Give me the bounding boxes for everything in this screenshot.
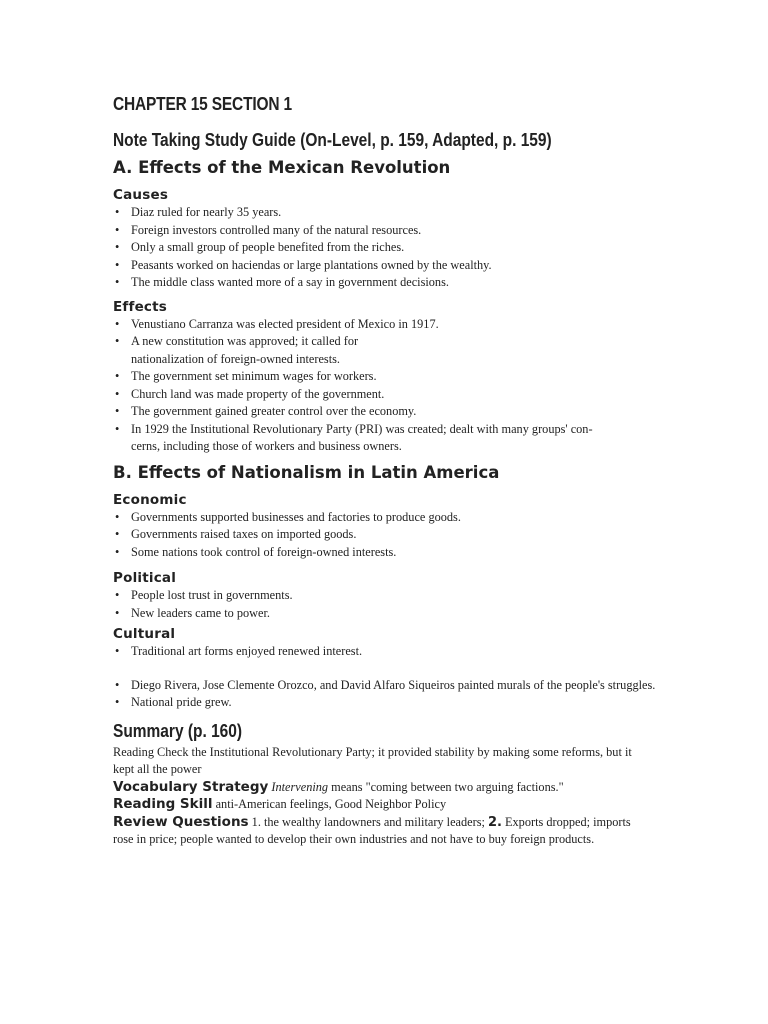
- list-item: • Diaz ruled for nearly 35 years.: [113, 204, 673, 222]
- section-b-title: B. Effects of Nationalism in Latin America: [113, 462, 500, 482]
- summary-heading: Summary (p. 160): [113, 720, 243, 741]
- vocabulary-label: Vocabulary Strategy: [113, 778, 269, 795]
- page-content: [113, 93, 673, 849]
- list-item-line: nationalization of foreign-owned interests.: [131, 351, 340, 366]
- review-number-2: 2.: [487, 814, 502, 830]
- list-item: • The government set minimum wages for workers.: [113, 368, 673, 386]
- list-item: • Governments supported businesses and factories to produce goods.: [113, 509, 673, 527]
- economic-heading: Economic: [113, 491, 187, 508]
- economic-list: [113, 509, 673, 562]
- list-item: • The middle class wanted more of a say in government decisions.: [113, 274, 673, 292]
- list-item: • Diego Rivera, Jose Clemente Orozco, and David Alfaro Siqueiros painted murals of the people's struggles.: [113, 677, 656, 695]
- list-item: • Church land was made property of the government.: [113, 386, 673, 404]
- list-item: • Governments raised taxes on imported goods.: [113, 526, 673, 544]
- vocabulary-strategy: [113, 779, 653, 797]
- list-item: • Foreign investors controlled many of the natural resources.: [113, 222, 673, 240]
- reading-skill-label: Reading Skill: [113, 796, 213, 812]
- list-item: [113, 333, 673, 368]
- political-list: [113, 587, 673, 622]
- cultural-heading: Cultural: [113, 626, 176, 642]
- list-item: • Venustiano Carranza was elected president of Mexico in 1917.: [113, 316, 673, 334]
- list-item: • Only a small group of people benefited from the riches.: [113, 239, 673, 257]
- guide-title: Note Taking Study Guide (On-Level, p. 159, Adapted, p. 159): [113, 130, 552, 150]
- effects-list: [113, 316, 673, 456]
- list-item: • National pride grew.: [113, 694, 673, 712]
- list-item: • New leaders came to power.: [113, 605, 673, 623]
- causes-heading: Causes: [113, 187, 169, 203]
- reading-skill: [113, 796, 653, 814]
- reading-check-text: Reading Check the Institutional Revolutionary Party; it provided stability by making some reforms, but it kept all the power: [113, 744, 632, 776]
- list-item: • The government gained greater control over the economy.: [113, 403, 673, 421]
- review-questions: [113, 814, 653, 849]
- list-item-line: In 1929 the Institutional Revolutionary Party (PRI) was created; dealt with many groups' con-: [131, 421, 593, 436]
- section-a-title: A. Effects of the Mexican Revolution: [113, 158, 451, 177]
- list-item: [113, 421, 673, 456]
- list-item-line: cerns, including those of workers and business owners.: [131, 439, 402, 453]
- list-item: • People lost trust in governments.: [113, 587, 673, 605]
- political-heading: Political: [113, 570, 177, 586]
- chapter-heading: CHAPTER 15 SECTION 1: [113, 94, 292, 114]
- reading-skill-text: anti-American feelings, Good Neighbor Policy: [212, 797, 447, 811]
- list-item-line: A new constitution was approved; it called for: [131, 334, 359, 348]
- cultural-list: [113, 643, 673, 712]
- vocabulary-term: Intervening: [271, 779, 329, 794]
- causes-list: [113, 204, 673, 292]
- list-item: • Peasants worked on haciendas or large plantations owned by the wealthy.: [113, 257, 673, 275]
- review-questions-label: Review Questions: [113, 813, 249, 830]
- effects-heading: Effects: [113, 298, 168, 315]
- review-answer-1: 1. the wealthy landowners and military leaders;: [248, 814, 488, 829]
- list-item: • Traditional art forms enjoyed renewed interest.: [113, 643, 673, 661]
- review-answer-2: Exports dropped; imports rose in price; people wanted to develop their own industries and not have to buy foreign products.: [113, 814, 631, 846]
- list-item: • Some nations took control of foreign-owned interests.: [113, 544, 673, 562]
- vocabulary-text: means "coming between two arguing factions.": [328, 779, 564, 794]
